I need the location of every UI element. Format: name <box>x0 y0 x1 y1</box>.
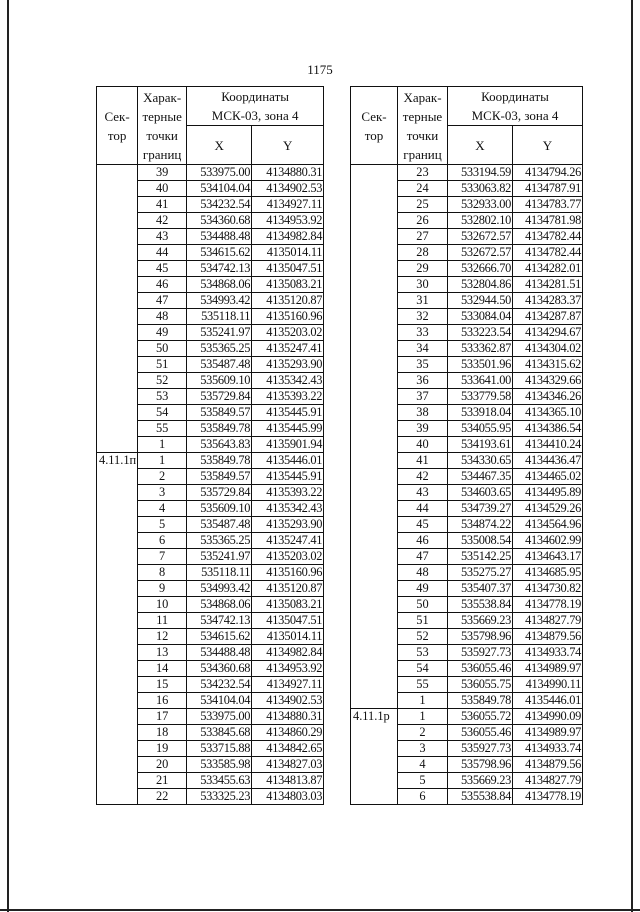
x-coordinate-cell: 532944.50 <box>448 293 513 309</box>
x-coordinate-cell: 534615.62 <box>187 629 252 645</box>
point-number-cell: 18 <box>138 725 187 741</box>
x-coordinate-cell: 535118.11 <box>187 565 252 581</box>
x-coordinate-cell: 535118.11 <box>187 309 252 325</box>
y-coordinate-cell: 4134465.02 <box>513 469 583 485</box>
y-coordinate-cell: 4134902.53 <box>252 181 324 197</box>
y-coordinate-cell: 4134989.97 <box>513 661 583 677</box>
x-coordinate-cell: 535798.96 <box>448 757 513 773</box>
x-coordinate-cell: 535729.84 <box>187 389 252 405</box>
point-number-cell: 30 <box>398 277 448 293</box>
x-coordinate-cell: 536055.46 <box>448 661 513 677</box>
x-coordinate-cell: 535241.97 <box>187 325 252 341</box>
header-x: X <box>448 126 513 165</box>
x-coordinate-cell: 534193.61 <box>448 437 513 453</box>
y-coordinate-cell: 4135120.87 <box>252 581 324 597</box>
y-coordinate-cell: 4134902.53 <box>252 693 324 709</box>
y-coordinate-cell: 4135160.96 <box>252 565 324 581</box>
y-coordinate-cell: 4134927.11 <box>252 197 324 213</box>
y-coordinate-cell: 4134827.03 <box>252 757 324 773</box>
y-coordinate-cell: 4134953.92 <box>252 213 324 229</box>
x-coordinate-cell: 535487.48 <box>187 357 252 373</box>
x-coordinate-cell: 535487.48 <box>187 517 252 533</box>
x-coordinate-cell: 534742.13 <box>187 613 252 629</box>
y-coordinate-cell: 4135203.02 <box>252 549 324 565</box>
y-coordinate-cell: 4135445.91 <box>252 469 324 485</box>
y-coordinate-cell: 4134346.26 <box>513 389 583 405</box>
point-number-cell: 53 <box>398 645 448 661</box>
x-coordinate-cell: 534603.65 <box>448 485 513 501</box>
x-coordinate-cell: 533063.82 <box>448 181 513 197</box>
scan-edge-left <box>7 0 9 912</box>
point-number-cell: 49 <box>138 325 187 341</box>
x-coordinate-cell: 533585.98 <box>187 757 252 773</box>
scan-edge-bottom <box>0 909 640 911</box>
y-coordinate-cell: 4135083.21 <box>252 597 324 613</box>
x-coordinate-cell: 533975.00 <box>187 709 252 725</box>
x-coordinate-cell: 535849.78 <box>187 453 252 469</box>
x-coordinate-cell: 532672.57 <box>448 229 513 245</box>
y-coordinate-cell: 4135047.51 <box>252 261 324 277</box>
y-coordinate-cell: 4134827.79 <box>513 613 583 629</box>
point-number-cell: 49 <box>398 581 448 597</box>
point-number-cell: 28 <box>398 245 448 261</box>
point-number-cell: 44 <box>138 245 187 261</box>
point-number-cell: 51 <box>138 357 187 373</box>
x-coordinate-cell: 534467.35 <box>448 469 513 485</box>
coordinates-table-right <box>350 86 583 805</box>
x-coordinate-cell: 533918.04 <box>448 405 513 421</box>
point-number-cell: 50 <box>138 341 187 357</box>
x-coordinate-cell: 535407.37 <box>448 581 513 597</box>
point-number-cell: 3 <box>398 741 448 757</box>
y-coordinate-cell: 4134436.47 <box>513 453 583 469</box>
x-coordinate-cell: 533325.23 <box>187 789 252 805</box>
y-coordinate-cell: 4134304.02 <box>513 341 583 357</box>
y-coordinate-cell: 4135393.22 <box>252 389 324 405</box>
point-number-cell: 24 <box>398 181 448 197</box>
y-coordinate-cell: 4134787.91 <box>513 181 583 197</box>
point-number-cell: 39 <box>398 421 448 437</box>
page-number: 1175 <box>307 62 333 77</box>
y-coordinate-cell: 4134953.92 <box>252 661 324 677</box>
x-coordinate-cell: 533641.00 <box>448 373 513 389</box>
point-number-cell: 21 <box>138 773 187 789</box>
x-coordinate-cell: 535241.97 <box>187 549 252 565</box>
y-coordinate-cell: 4134794.26 <box>513 165 583 181</box>
y-coordinate-cell: 4134827.79 <box>513 773 583 789</box>
x-coordinate-cell: 535609.10 <box>187 373 252 389</box>
table-row <box>351 709 583 725</box>
x-coordinate-cell: 534360.68 <box>187 213 252 229</box>
y-coordinate-cell: 4135293.90 <box>252 517 324 533</box>
y-coordinate-cell: 4135014.11 <box>252 629 324 645</box>
header-sector: Сек- тор <box>97 87 138 165</box>
point-number-cell: 31 <box>398 293 448 309</box>
x-coordinate-cell: 535008.54 <box>448 533 513 549</box>
x-coordinate-cell: 533975.00 <box>187 165 252 181</box>
point-number-cell: 53 <box>138 389 187 405</box>
y-coordinate-cell: 4134287.87 <box>513 309 583 325</box>
point-number-cell: 29 <box>398 261 448 277</box>
point-number-cell: 25 <box>398 197 448 213</box>
point-number-cell: 11 <box>138 613 187 629</box>
point-number-cell: 47 <box>138 293 187 309</box>
y-coordinate-cell: 4134564.96 <box>513 517 583 533</box>
header-coordinates: Координаты МСК-03, зона 4 <box>448 87 583 126</box>
x-coordinate-cell: 534330.65 <box>448 453 513 469</box>
x-coordinate-cell: 534868.06 <box>187 597 252 613</box>
point-number-cell: 5 <box>398 773 448 789</box>
x-coordinate-cell: 535365.25 <box>187 341 252 357</box>
y-coordinate-cell: 4134329.66 <box>513 373 583 389</box>
point-number-cell: 2 <box>138 469 187 485</box>
y-coordinate-cell: 4135342.43 <box>252 501 324 517</box>
point-number-cell: 46 <box>398 533 448 549</box>
y-coordinate-cell: 4135393.22 <box>252 485 324 501</box>
point-number-cell: 37 <box>398 389 448 405</box>
header-points: Харак- терные точки границ <box>398 87 448 165</box>
x-coordinate-cell: 536055.46 <box>448 725 513 741</box>
point-number-cell: 27 <box>398 229 448 245</box>
y-coordinate-cell: 4134879.56 <box>513 629 583 645</box>
point-number-cell: 39 <box>138 165 187 181</box>
point-number-cell: 44 <box>398 501 448 517</box>
x-coordinate-cell: 534232.54 <box>187 197 252 213</box>
sector-cell: 4.11.1р <box>351 709 398 805</box>
x-coordinate-cell: 535538.84 <box>448 789 513 805</box>
header-y: Y <box>513 126 583 165</box>
point-number-cell: 5 <box>138 517 187 533</box>
y-coordinate-cell: 4135247.41 <box>252 533 324 549</box>
point-number-cell: 55 <box>138 421 187 437</box>
point-number-cell: 9 <box>138 581 187 597</box>
y-coordinate-cell: 4134643.17 <box>513 549 583 565</box>
x-coordinate-cell: 535849.78 <box>187 421 252 437</box>
point-number-cell: 19 <box>138 741 187 757</box>
point-number-cell: 54 <box>398 661 448 677</box>
x-coordinate-cell: 533455.63 <box>187 773 252 789</box>
x-coordinate-cell: 536055.75 <box>448 677 513 693</box>
left-table-body <box>97 165 324 805</box>
header-coordinates: Координаты МСК-03, зона 4 <box>187 87 324 126</box>
point-number-cell: 26 <box>398 213 448 229</box>
y-coordinate-cell: 4134880.31 <box>252 709 324 725</box>
y-coordinate-cell: 4134989.97 <box>513 725 583 741</box>
point-number-cell: 1 <box>138 437 187 453</box>
point-number-cell: 15 <box>138 677 187 693</box>
table-row <box>97 453 324 469</box>
point-number-cell: 45 <box>138 261 187 277</box>
y-coordinate-cell: 4134730.82 <box>513 581 583 597</box>
table-row <box>97 165 324 181</box>
y-coordinate-cell: 4134782.44 <box>513 229 583 245</box>
y-coordinate-cell: 4134778.19 <box>513 597 583 613</box>
x-coordinate-cell: 534360.68 <box>187 661 252 677</box>
sector-cell: 4.11.1п <box>97 453 138 805</box>
y-coordinate-cell: 4134927.11 <box>252 677 324 693</box>
x-coordinate-cell: 532933.00 <box>448 197 513 213</box>
y-coordinate-cell: 4134860.29 <box>252 725 324 741</box>
header-x: X <box>187 126 252 165</box>
x-coordinate-cell: 533362.87 <box>448 341 513 357</box>
x-coordinate-cell: 535849.57 <box>187 469 252 485</box>
y-coordinate-cell: 4135901.94 <box>252 437 324 453</box>
point-number-cell: 6 <box>138 533 187 549</box>
y-coordinate-cell: 4134386.54 <box>513 421 583 437</box>
point-number-cell: 36 <box>398 373 448 389</box>
header-sector: Сек- тор <box>351 87 398 165</box>
point-number-cell: 43 <box>398 485 448 501</box>
point-number-cell: 16 <box>138 693 187 709</box>
x-coordinate-cell: 533084.04 <box>448 309 513 325</box>
point-number-cell: 46 <box>138 277 187 293</box>
x-coordinate-cell: 532672.57 <box>448 245 513 261</box>
y-coordinate-cell: 4134315.62 <box>513 357 583 373</box>
point-number-cell: 1 <box>398 709 448 725</box>
y-coordinate-cell: 4135445.99 <box>252 421 324 437</box>
point-number-cell: 34 <box>398 341 448 357</box>
x-coordinate-cell: 535849.78 <box>448 693 513 709</box>
x-coordinate-cell: 534055.95 <box>448 421 513 437</box>
y-coordinate-cell: 4135083.21 <box>252 277 324 293</box>
y-coordinate-cell: 4134990.11 <box>513 677 583 693</box>
y-coordinate-cell: 4134933.74 <box>513 741 583 757</box>
scan-edge-right <box>631 0 633 912</box>
x-coordinate-cell: 534868.06 <box>187 277 252 293</box>
x-coordinate-cell: 535669.23 <box>448 773 513 789</box>
x-coordinate-cell: 534739.27 <box>448 501 513 517</box>
point-number-cell: 1 <box>398 693 448 709</box>
point-number-cell: 52 <box>138 373 187 389</box>
y-coordinate-cell: 4135120.87 <box>252 293 324 309</box>
x-coordinate-cell: 534488.48 <box>187 229 252 245</box>
y-coordinate-cell: 4134294.67 <box>513 325 583 341</box>
x-coordinate-cell: 534615.62 <box>187 245 252 261</box>
x-coordinate-cell: 535849.57 <box>187 405 252 421</box>
x-coordinate-cell: 535643.83 <box>187 437 252 453</box>
x-coordinate-cell: 534104.04 <box>187 181 252 197</box>
x-coordinate-cell: 535669.23 <box>448 613 513 629</box>
x-coordinate-cell: 534874.22 <box>448 517 513 533</box>
x-coordinate-cell: 535927.73 <box>448 645 513 661</box>
point-number-cell: 33 <box>398 325 448 341</box>
y-coordinate-cell: 4135342.43 <box>252 373 324 389</box>
x-coordinate-cell: 534993.42 <box>187 581 252 597</box>
x-coordinate-cell: 535729.84 <box>187 485 252 501</box>
header-y: Y <box>252 126 324 165</box>
point-number-cell: 51 <box>398 613 448 629</box>
point-number-cell: 48 <box>138 309 187 325</box>
sector-cell <box>97 165 138 453</box>
x-coordinate-cell: 535927.73 <box>448 741 513 757</box>
x-coordinate-cell: 535142.25 <box>448 549 513 565</box>
x-coordinate-cell: 533845.68 <box>187 725 252 741</box>
point-number-cell: 42 <box>138 213 187 229</box>
point-number-cell: 2 <box>398 725 448 741</box>
x-coordinate-cell: 534742.13 <box>187 261 252 277</box>
point-number-cell: 52 <box>398 629 448 645</box>
x-coordinate-cell: 533223.54 <box>448 325 513 341</box>
y-coordinate-cell: 4134879.56 <box>513 757 583 773</box>
x-coordinate-cell: 534488.48 <box>187 645 252 661</box>
point-number-cell: 40 <box>398 437 448 453</box>
point-number-cell: 32 <box>398 309 448 325</box>
point-number-cell: 43 <box>138 229 187 245</box>
point-number-cell: 41 <box>398 453 448 469</box>
point-number-cell: 48 <box>398 565 448 581</box>
table-row <box>351 165 583 181</box>
y-coordinate-cell: 4134933.74 <box>513 645 583 661</box>
point-number-cell: 14 <box>138 661 187 677</box>
y-coordinate-cell: 4134781.98 <box>513 213 583 229</box>
point-number-cell: 8 <box>138 565 187 581</box>
point-number-cell: 42 <box>398 469 448 485</box>
x-coordinate-cell: 534232.54 <box>187 677 252 693</box>
y-coordinate-cell: 4135446.01 <box>513 693 583 709</box>
y-coordinate-cell: 4134495.89 <box>513 485 583 501</box>
point-number-cell: 10 <box>138 597 187 613</box>
y-coordinate-cell: 4134782.44 <box>513 245 583 261</box>
point-number-cell: 20 <box>138 757 187 773</box>
x-coordinate-cell: 533779.58 <box>448 389 513 405</box>
x-coordinate-cell: 536055.72 <box>448 709 513 725</box>
point-number-cell: 35 <box>398 357 448 373</box>
point-number-cell: 7 <box>138 549 187 565</box>
point-number-cell: 17 <box>138 709 187 725</box>
x-coordinate-cell: 533715.88 <box>187 741 252 757</box>
point-number-cell: 6 <box>398 789 448 805</box>
y-coordinate-cell: 4134803.03 <box>252 789 324 805</box>
x-coordinate-cell: 532804.86 <box>448 277 513 293</box>
point-number-cell: 22 <box>138 789 187 805</box>
y-coordinate-cell: 4134685.95 <box>513 565 583 581</box>
point-number-cell: 45 <box>398 517 448 533</box>
x-coordinate-cell: 534104.04 <box>187 693 252 709</box>
x-coordinate-cell: 533501.96 <box>448 357 513 373</box>
y-coordinate-cell: 4135293.90 <box>252 357 324 373</box>
x-coordinate-cell: 535365.25 <box>187 533 252 549</box>
x-coordinate-cell: 535275.27 <box>448 565 513 581</box>
y-coordinate-cell: 4134990.09 <box>513 709 583 725</box>
y-coordinate-cell: 4135014.11 <box>252 245 324 261</box>
x-coordinate-cell: 532802.10 <box>448 213 513 229</box>
y-coordinate-cell: 4134982.84 <box>252 645 324 661</box>
y-coordinate-cell: 4134365.10 <box>513 405 583 421</box>
x-coordinate-cell: 535609.10 <box>187 501 252 517</box>
y-coordinate-cell: 4134602.99 <box>513 533 583 549</box>
y-coordinate-cell: 4134281.51 <box>513 277 583 293</box>
point-number-cell: 47 <box>398 549 448 565</box>
x-coordinate-cell: 535538.84 <box>448 597 513 613</box>
y-coordinate-cell: 4134982.84 <box>252 229 324 245</box>
point-number-cell: 54 <box>138 405 187 421</box>
y-coordinate-cell: 4134813.87 <box>252 773 324 789</box>
y-coordinate-cell: 4134778.19 <box>513 789 583 805</box>
header-points: Харак- терные точки границ <box>138 87 187 165</box>
point-number-cell: 50 <box>398 597 448 613</box>
y-coordinate-cell: 4135160.96 <box>252 309 324 325</box>
x-coordinate-cell: 534993.42 <box>187 293 252 309</box>
y-coordinate-cell: 4135203.02 <box>252 325 324 341</box>
y-coordinate-cell: 4134880.31 <box>252 165 324 181</box>
point-number-cell: 3 <box>138 485 187 501</box>
y-coordinate-cell: 4134282.01 <box>513 261 583 277</box>
point-number-cell: 1 <box>138 453 187 469</box>
y-coordinate-cell: 4135446.01 <box>252 453 324 469</box>
right-table-body <box>351 165 583 805</box>
y-coordinate-cell: 4134783.77 <box>513 197 583 213</box>
y-coordinate-cell: 4135247.41 <box>252 341 324 357</box>
point-number-cell: 13 <box>138 645 187 661</box>
point-number-cell: 4 <box>138 501 187 517</box>
point-number-cell: 4 <box>398 757 448 773</box>
y-coordinate-cell: 4135445.91 <box>252 405 324 421</box>
sector-cell <box>351 165 398 709</box>
point-number-cell: 38 <box>398 405 448 421</box>
point-number-cell: 12 <box>138 629 187 645</box>
x-coordinate-cell: 532666.70 <box>448 261 513 277</box>
y-coordinate-cell: 4134410.24 <box>513 437 583 453</box>
y-coordinate-cell: 4134283.37 <box>513 293 583 309</box>
point-number-cell: 41 <box>138 197 187 213</box>
y-coordinate-cell: 4134842.65 <box>252 741 324 757</box>
x-coordinate-cell: 535798.96 <box>448 629 513 645</box>
point-number-cell: 40 <box>138 181 187 197</box>
x-coordinate-cell: 533194.59 <box>448 165 513 181</box>
y-coordinate-cell: 4135047.51 <box>252 613 324 629</box>
point-number-cell: 23 <box>398 165 448 181</box>
y-coordinate-cell: 4134529.26 <box>513 501 583 517</box>
coordinates-table-left <box>96 86 324 805</box>
point-number-cell: 55 <box>398 677 448 693</box>
